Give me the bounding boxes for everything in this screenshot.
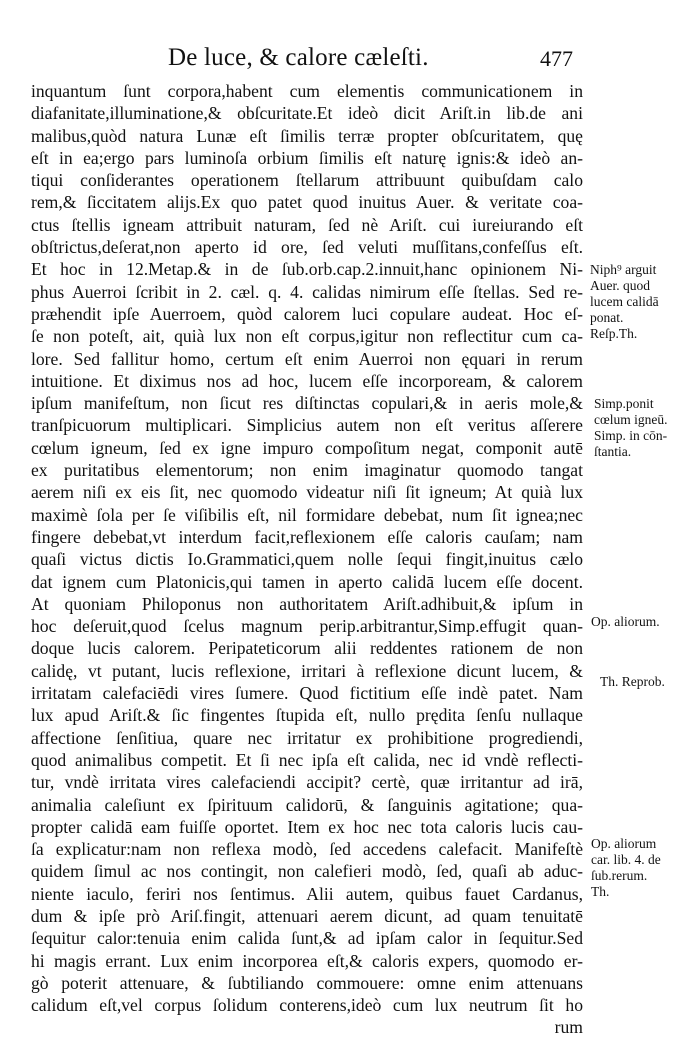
text-line: ſe non poteſt, ait, quià lux non eſt corpus,igitur non reflectitur cum ca-: [31, 326, 583, 347]
text-line: malibus,quòd natura Lunæ eſt ſimilis terræ propter obſcuritatem, quę: [31, 125, 583, 146]
margin-note-reprobatio: [600, 674, 665, 690]
page-header: [0, 44, 700, 84]
text-line: affectione ſenſitiua, quare nec irritatur ex prohibitione progrediendi,: [31, 727, 583, 748]
text-line: tranſpicuorum multiplicari. Simplicius autem non eſt veritus aſſerere: [31, 415, 583, 436]
text-line: ſa explicatur:nam non reflexa modò, ſed accedens calefacit. Manifeſtè: [31, 839, 583, 860]
text-line: quod animalibus competit. Et ſi nec ipſa eſt calida, nec id vndè reflecti-: [31, 749, 583, 770]
text-line: phus Auerroi ſcribit in 2. cæl. q. 4. calidas nimirum eſſe ſtellas. Sed re-: [31, 281, 583, 302]
text-line: lux apud Ariſt.& ſic fingentes ſtupida eſt, nullo prędita ſenſu nullaque: [31, 705, 583, 726]
text-line: quidem ſimul ac nos contingit, non calefieri modò, ſed, quaſi ab aduc-: [31, 861, 583, 882]
text-line: eſt in ea;ergo pars luminoſa orbium ſimilis eſt naturę ignis:& ideò an-: [31, 147, 583, 168]
text-line: quaſi victus dictis Io.Grammatici,quem nolle ſequi fingit,inuitus cælo: [31, 549, 583, 570]
text-line: rem,& ſiccitatem alijs.Ex quo patet quod inuitus Auer. & veritate coa-: [31, 192, 583, 213]
text-line: Et hoc in 12.Metap.& in de ſub.orb.cap.2.innuit,hanc opinionem Ni-: [31, 259, 583, 280]
text-line: irritatam calefaciēdi vires ſumere. Quod fictitium eſſe indè patet. Nam: [31, 683, 583, 704]
margin-note-line: Th. Reprob.: [600, 674, 665, 689]
margin-note-opinion-aliorum: [591, 614, 660, 630]
text-line: niente iaculo, feriri nos ſentimus. Alii autem, quibus fauet Cardanus,: [31, 883, 583, 904]
text-line: præhendit ipſe Auerroem, quòd calorem luci copulare audeat. Hoc eſ-: [31, 303, 583, 324]
text-line: tiqui conſiderantes operationem ſtellarum attribuunt quibuſdam calo: [31, 170, 583, 191]
margin-note-line: Op. aliorum: [591, 836, 657, 851]
text-line: cœlum igneum, ſed ex igne impuro compoſitum negat, componit autē: [31, 437, 583, 458]
text-line: obſtrictus,deſerat,non aperto id ore, ſed veluti muſſitans,confeſſus eſt.: [31, 237, 583, 258]
text-line: dat ignem cum Platonicis,qui tamen in aperto calidā lucem eſſe docent.: [31, 571, 583, 592]
text-line: animalia caleſiunt ex ſpirituum calidorū, & ſanguinis agitatione; qua-: [31, 794, 583, 815]
text-line: fingere debebat,vt interdum facit,reflexionem eſſe caloris cauſam; nam: [31, 526, 583, 547]
text-line: intuitione. Et diximus nos ad hoc, lucem eſſe incorpoream, & calorem: [31, 370, 583, 391]
text-line: ex puritatibus elementorum; non enim imaginatur quomodo tangat: [31, 460, 583, 481]
text-line: ctus ſtellis igneam attribuit naturam, ſed nè Ariſt. cui iureiurando eſt: [31, 214, 583, 235]
margin-note-niphus: [590, 262, 659, 342]
margin-note-line: Reſp.Th.: [590, 326, 638, 341]
text-line: gò poterit attenuare, & ſubtiliando commouere: omne enim attenuans: [31, 972, 583, 993]
text-line: propter calidā eam fuiſſe oportet. Item ex hoc nec tota caloris lucis cau-: [31, 816, 583, 837]
margin-note-line: cœlum igneū.: [594, 412, 668, 427]
text-line: diafanitate,illuminatione,& obſcuritate.Et ideò dicit Ariſt.in lib.de ani: [31, 103, 583, 124]
margin-note-line: Op. aliorum.: [591, 614, 660, 629]
text-line: calidum eſt,vel corpus ſolidum conterens,ideò cum lux neutrum ſit ho: [31, 995, 583, 1016]
margin-note-line: car. lib. 4. de: [591, 852, 661, 867]
text-line: doque lucis calorem. Peripateticorum alii reddentes rationem de non: [31, 638, 583, 659]
margin-note-line: lucem calidā: [590, 294, 659, 309]
text-line: hoc deſeruit,quod ſcelus magnum perip.arbitrantur,Simp.effugit quan-: [31, 616, 583, 637]
text-line: dum & ipſe prò Ariſ.fingit, attenuari aerem dicunt, ad quam tenuitatē: [31, 905, 583, 926]
margin-note-simplicius: [594, 396, 668, 460]
margin-note-line: Th.: [591, 884, 610, 899]
text-line: maximè ſola per ſe viſibilis eſt, nil formidare debebat, num ſit ignea;nec: [31, 504, 583, 525]
margin-note-opinion-cardani: [591, 836, 661, 900]
margin-note-line: Simp. in cōn-: [594, 428, 668, 443]
page-number: 477: [540, 46, 573, 71]
text-line: hi magis errant. Lux enim incorporea eſt,& caloris expers, quomodo er-: [31, 950, 583, 971]
text-line: At quoniam Philoponus non authoritatem Ariſt.adhibuit,& ipſum in: [31, 593, 583, 614]
catchword: rum: [554, 1017, 583, 1038]
margin-note-line: ponat.: [590, 310, 624, 325]
margin-note-line: Auer. quod: [590, 278, 650, 293]
text-line: tur, vndè irritata vires calefaciendi accipit? certè, quæ irritantur ad irā,: [31, 772, 583, 793]
margin-note-line: ſub.rerum.: [591, 868, 648, 883]
text-line: calidę, vt putant, lucis reflexione, irritari à reflexione dicunt lucem, &: [31, 660, 583, 681]
text-line: lore. Sed fallitur homo, certum eſt enim Auerroi non ęquari in rerum: [31, 348, 583, 369]
text-line: aerem niſi ex eis ſit, nec quomodo videatur niſi ſit igneum; At quià lux: [31, 482, 583, 503]
running-title: De luce, & calore cæleſti.: [168, 44, 429, 71]
text-line: ſequitur calor:tenuia enim calida ſunt,& ad ipſam calor in ſequitur.Sed: [31, 928, 583, 949]
margin-note-line: Niph⁹ arguit: [590, 262, 657, 277]
text-line: ipſum manifeſtum, non ſicut res diſtinctas copulari,& in aeris mole,&: [31, 393, 583, 414]
body-text: [31, 80, 583, 1039]
margin-note-line: ſtantia.: [594, 444, 632, 459]
margin-note-line: Simp.ponit: [594, 396, 654, 411]
text-line: inquantum ſunt corpora,habent cum elementis communicationem in: [31, 81, 583, 101]
